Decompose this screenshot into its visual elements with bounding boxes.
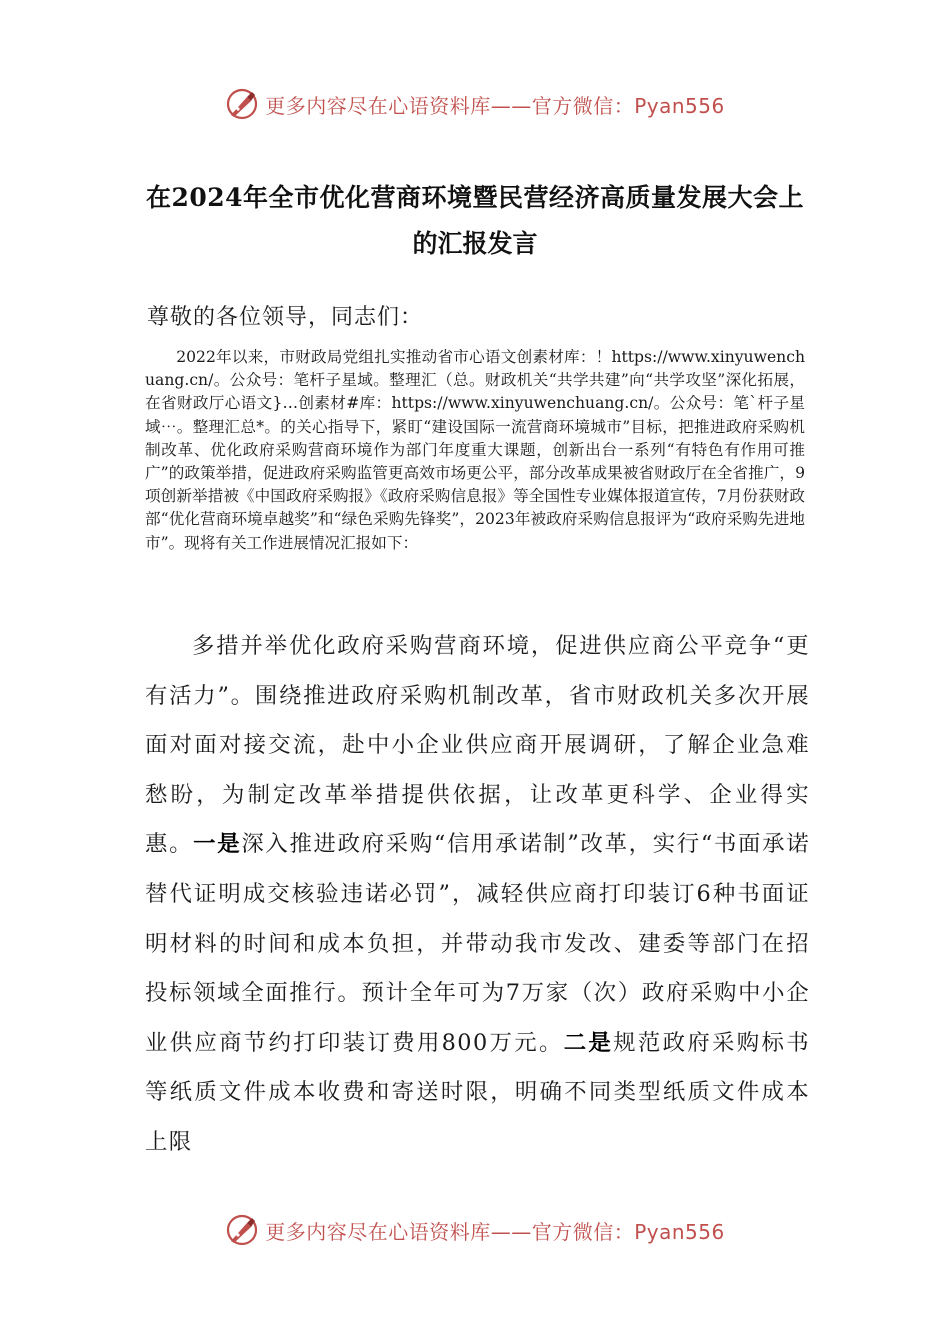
watermark-text: 更多内容尽在心语资料库——官方微信：Pyan556 <box>265 1219 725 1244</box>
intro-paragraph: 2022年以来，市财政局党组扎实推动省市心语文创素材库：！https://www.xinyuwenchuang.cn/。公众号：笔杆子星域。整理汇（总。财政机关“共学共建”向“共学攻坚”深化拓展，在省财政厅心语文}…创素材#库：https://www.xinyuwenchuang.cn/。公众号：笔`杆子星域⋯。整理汇总*。的关心指导下，紧盯“建设国际一流营商环境城市”目标，把推进政府采购机制改革、优化政府采购营商环境作为部门年度重大课题，创新出台一系列“有特色有作用可推广”的政策举措，促进政府采购监管更高效市场更公平，部分改革成果被省财政厅在全省推广，9项创新举措被《中国政府采购报》《政府采购信息报》等全国性专业媒体报道宣传，7月份获财政部“优化营商环境卓越奖”和“绿色采购先锋奖”，2023年被政府采购信息报评为“政府采购先进地市”。现将有关工作进展情况汇报如下： <box>145 348 805 552</box>
body-text-segment: 多措并举优化政府采购营商环境，促进供应商公平竞争“更有活力”。围绕推进政府采购机制改革，省市财政机关多次开展面对面对接交流，赴中小企业供应商开展调研，了解企业急难愁盼，为制定改革举措提供依据，让改革更科学、企业得实惠。 <box>145 633 810 858</box>
body-text-segment: 深入推进政府采购“信用承诺制”改革，实行“书面承诺替代证明成交核验违诺必罚”，减轻供应商打印装订6种书面证明材料的时间和成本负担，并带动我市发改、建委等部门在招投标领域全面推行。预计全年可为7万家（次）政府采购中小企业供应商节约打印装订费用800万元。 <box>145 831 810 1056</box>
watermark-banner-bottom <box>0 1206 950 1254</box>
body-text-segment: 规范政府采购标书等纸质文件成本收费和寄送时限，明确不同类型纸质文件成本上限 <box>145 1029 810 1155</box>
body-paragraph <box>145 622 810 1168</box>
pen-nib-logo-icon <box>225 87 259 121</box>
document-title-line1: 在2024年全市优化营商环境暨民营经济高质量发展大会上 <box>145 183 805 212</box>
pen-nib-logo-icon <box>225 1213 259 1247</box>
watermark-text: 更多内容尽在心语资料库——官方微信：Pyan556 <box>265 93 725 118</box>
bold-marker-second: 二是 <box>563 1029 614 1056</box>
watermark-banner-top <box>0 80 950 128</box>
document-title-line2: 的汇报发言 <box>412 229 538 258</box>
bold-marker-first: 一是 <box>193 831 242 858</box>
salutation: 尊敬的各位领导，同志们： <box>147 305 424 330</box>
